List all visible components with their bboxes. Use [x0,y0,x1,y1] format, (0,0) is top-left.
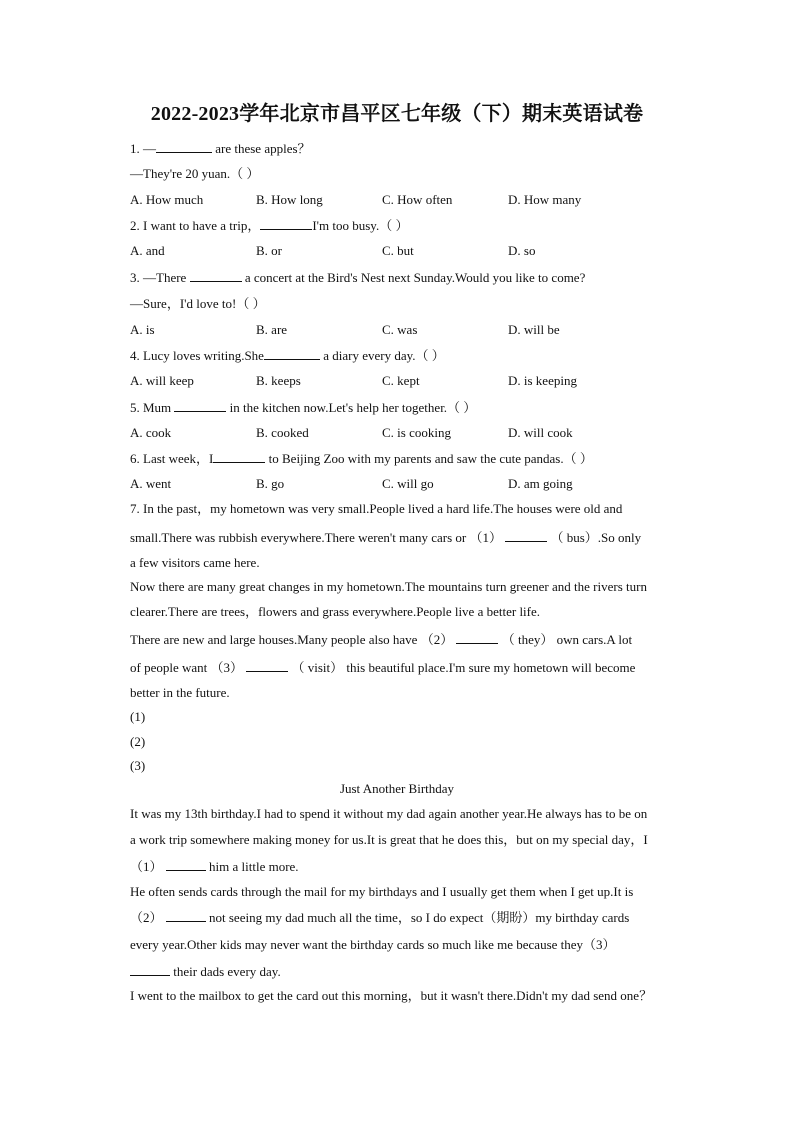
question-1-options [130,192,650,208]
passage-line [130,963,281,980]
option-d[interactable]: D. so [508,243,536,258]
option-a[interactable]: A. is [130,322,155,337]
question-3-reply: —Sure，I'd love to!（ ） [130,296,266,311]
answer-blank [505,529,547,542]
option-b[interactable]: B. are [256,322,288,337]
answer-blank [213,450,265,463]
option-c[interactable]: C. is cooking [382,425,451,440]
question-2-options [130,243,650,259]
option-a[interactable]: A. cook [130,425,172,440]
question-4 [130,347,445,364]
question-1-suffix: are these apples？ [212,141,311,156]
option-b[interactable]: B. cooked [256,425,309,440]
answer-line-2[interactable]: (2) [130,734,146,749]
answer-line-3[interactable]: (3) [130,758,146,773]
question-2-suffix: I'm too busy.（ ） [312,218,409,233]
question-7-line [130,631,632,648]
question-7-line [130,529,641,546]
answer-blank [260,217,312,230]
question-5-suffix: in the kitchen now.Let's help her together.（ ） [226,400,477,415]
page-title: 2022-2023学年北京市昌平区七年级（下）期末英语试卷 [150,103,644,125]
option-a[interactable]: A. and [130,243,165,258]
question-7-line: Now there are many great changes in my hometown.The mountains turn greener and the rivers turn [130,579,647,594]
question-7-text: small.There was rubbish everywhere.There weren't many cars or （1） [130,530,506,545]
question-7-line: better in the future. [130,685,230,700]
question-1-prefix: 1. — [130,141,156,156]
passage-line: It was my 13th birthday.I had to spend it without my dad again another year.He always has to be on [130,806,648,821]
answer-blank [456,631,498,644]
option-b[interactable]: B. keeps [256,373,301,388]
option-b[interactable]: B. How long [256,192,323,207]
answer-blank [166,858,206,871]
question-3-options [130,322,650,338]
question-4-suffix: a diary every day.（ ） [319,348,445,363]
passage-text: （2） [130,910,166,925]
question-1-reply: —They're 20 yuan.（ ） [130,166,260,181]
option-a[interactable]: A. will keep [130,373,194,388]
answer-line-1[interactable]: (1) [130,709,146,724]
passage-text: （1） [130,859,166,874]
question-7-line: 7. In the past，my hometown was very small.People lived a hard life.The houses were old and [130,501,623,516]
question-7-line [130,659,635,676]
answer-blank [156,140,212,153]
option-a[interactable]: A. How much [130,192,204,207]
question-4-options [130,373,650,389]
question-7-line: a few visitors came here. [130,555,260,570]
passage-text: their dads every day. [170,964,281,979]
option-c[interactable]: C. will go [382,476,434,491]
question-5 [130,399,476,416]
option-b[interactable]: B. go [256,476,285,491]
passage-line [130,909,629,926]
question-6 [130,450,593,467]
passage-line: every year.Other kids may never want the birthday cards so much like me because they（3） [130,937,616,952]
answer-blank [264,347,320,360]
answer-blank [190,269,242,282]
option-d[interactable]: D. is keeping [508,373,577,388]
passage-line: a work trip somewhere making money for us.It is great that he does this，but on my special day，I [130,832,648,847]
option-c[interactable]: C. but [382,243,414,258]
question-7-line: clearer.There are trees，flowers and grass everywhere.People live a better life. [130,604,541,619]
question-4-prefix: 4. Lucy loves writing.She [130,348,264,363]
question-6-suffix: to Beijing Zoo with my parents and saw the cute pandas.（ ） [265,451,593,466]
answer-blank [130,963,170,976]
question-5-options [130,425,650,441]
passage-text: not seeing my dad much all the time，so I do expect（期盼）my birthday cards [205,910,630,925]
option-c[interactable]: C. How often [382,192,453,207]
option-d[interactable]: D. How many [508,192,582,207]
question-3 [130,269,585,286]
question-3-suffix: a concert at the Bird's Nest next Sunday.Would you like to come? [241,270,586,285]
question-7-text: （ visit） this beautiful place.I'm sure my hometown will become [288,660,636,675]
question-2-prefix: 2. I want to have a trip， [130,218,261,233]
passage-line: He often sends cards through the mail for my birthdays and I usually get them when I get up.It is [130,884,634,899]
passage-text: him a little more. [205,859,299,874]
question-7-text: There are new and large houses.Many people also have （2） [130,632,457,647]
answer-blank [166,909,206,922]
option-d[interactable]: D. will cook [508,425,573,440]
question-7-text: （ they） own cars.A lot [498,632,633,647]
question-6-options [130,476,650,492]
question-2 [130,217,408,234]
passage-title: Just Another Birthday [339,781,455,796]
option-d[interactable]: D. am going [508,476,573,491]
passage-line [130,858,299,875]
answer-blank [246,659,288,672]
question-1 [130,140,311,157]
option-c[interactable]: C. was [382,322,418,337]
passage-line: I went to the mailbox to get the card out this morning，but it wasn't there.Didn't my dad send one？ [130,988,653,1003]
option-d[interactable]: D. will be [508,322,560,337]
answer-blank [174,399,226,412]
question-3-prefix: 3. —There [130,270,190,285]
question-7-text: （ bus）.So only [547,530,642,545]
question-5-prefix: 5. Mum [130,400,175,415]
question-6-prefix: 6. Last week，I [130,451,214,466]
option-a[interactable]: A. went [130,476,172,491]
option-c[interactable]: C. kept [382,373,420,388]
option-b[interactable]: B. or [256,243,282,258]
question-7-text: of people want （3） [130,660,247,675]
